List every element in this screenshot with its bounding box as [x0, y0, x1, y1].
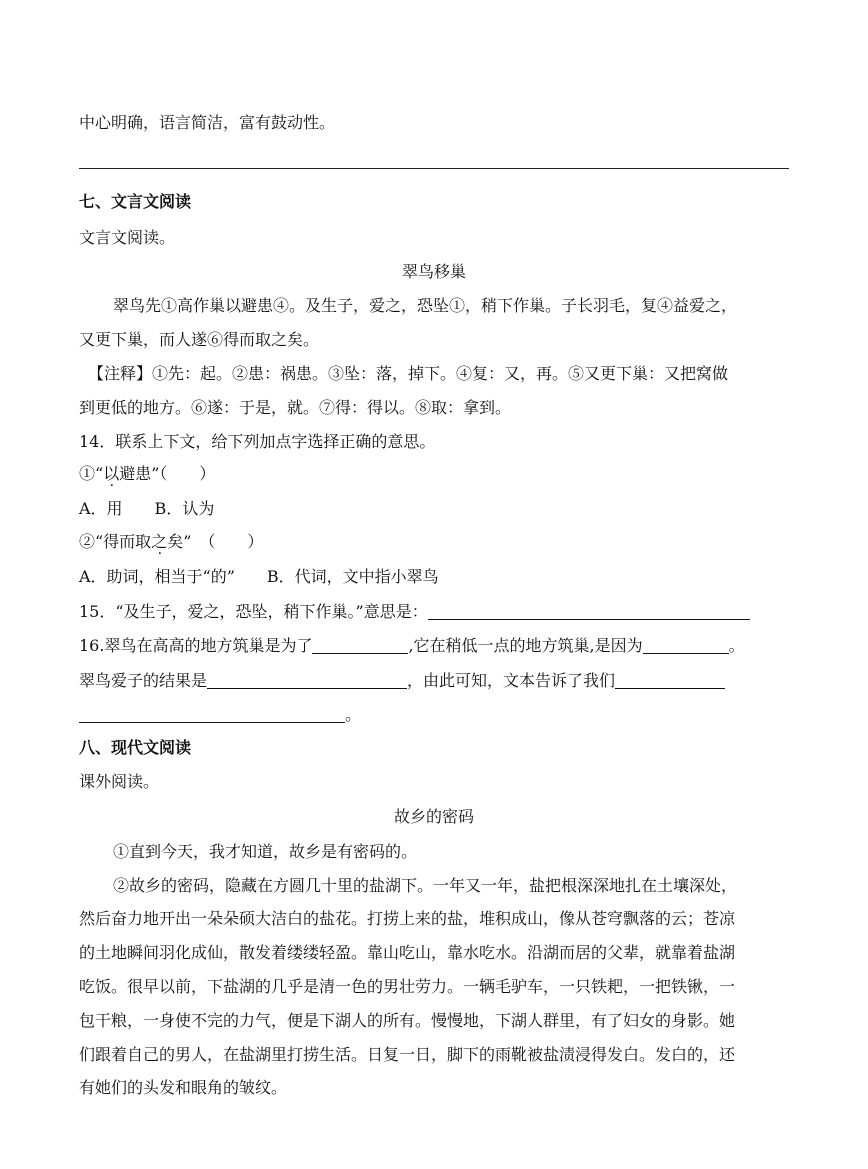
section8-heading: 八、现代文阅读	[79, 738, 192, 757]
notes-line-1: 【注释】①先：起。②患：祸患。③坠：落，掉下。④复：又，再。⑤又更下巢：又把窝做	[88, 364, 729, 383]
q16-part-b: ,它在稍低一点的地方筑巢,是因为	[408, 636, 643, 655]
article-para-2-line-3: 的土地瞬间羽化成仙，散发着缕缕轻盈。靠山吃山，靠水吃水。沿湖而居的父辈，就靠着盐湖	[79, 943, 736, 962]
q16-part-c: 。	[728, 636, 745, 655]
q14-2-prefix: ②“得而取	[79, 532, 152, 551]
q15-text: 15．“及生子，爱之，恐坠，稍下作巢。”意思是：	[79, 602, 428, 621]
section7-heading: 七、文言文阅读	[79, 192, 192, 211]
q16-part-d: 翠鸟爱子的结果是	[79, 671, 208, 690]
question-16-line-3	[79, 705, 361, 725]
article-para-2-line-4: 吃饭。很早以前，下盐湖的几乎是清一色的男壮劳力。一辆毛驴车，一只铁耙，一把铁锹，一	[79, 977, 736, 996]
q16-part-e: ，由此可知，文本告诉了我们	[407, 671, 616, 690]
q14-1-prefix: ①“	[79, 464, 104, 483]
answer-blank[interactable]	[207, 672, 407, 689]
answer-blank[interactable]	[643, 637, 729, 654]
section8-intro: 课外阅读。	[79, 772, 160, 791]
q14-1-suffix: 避患”（ ）	[119, 464, 216, 483]
notes-line-2: 到更低的地方。⑥遂：于是，就。⑦得：得以。⑧取：拿到。	[79, 398, 512, 417]
answer-blank[interactable]	[79, 706, 345, 723]
question-14-1	[79, 464, 215, 484]
dotted-char: 之	[151, 532, 168, 551]
article-para-1: ①直到今天，我才知道，故乡是有密码的。	[113, 842, 418, 861]
question-16-line-1	[79, 636, 745, 656]
q16-part-a: 16.翠鸟在高高的地方筑巢是为了	[79, 636, 313, 655]
passage-line-2: 又更下巢，而人遂⑥得而取之矣。	[79, 330, 320, 349]
question-14-2	[79, 532, 263, 552]
section-divider	[79, 168, 789, 169]
answer-blank[interactable]	[312, 637, 408, 654]
q14-2-suffix: 矣” （ ）	[167, 532, 264, 551]
passage-title: 翠鸟移巢	[401, 262, 466, 281]
article-para-2-line-5: 包干粮，一身使不完的力气，便是下湖人的所有。慢慢地，下湖人群里，有了妇女的身影。她	[79, 1011, 736, 1030]
answer-blank[interactable]	[428, 603, 750, 620]
article-para-2-line-2: 然后奋力地开出一朵朵硕大洁白的盐花。打捞上来的盐，堆积成山，像从苍穹飘落的云；苍凉	[79, 909, 736, 928]
question-14: 14．联系上下文，给下列加点字选择正确的意思。	[79, 432, 436, 451]
article-para-2-line-6: 们跟着自己的男人，在盐湖里打捞生活。日复一日，脚下的雨靴被盐渍浸得发白。发白的，还	[79, 1045, 736, 1064]
q16-part-f: 。	[345, 705, 362, 724]
answer-blank[interactable]	[615, 672, 725, 689]
passage-line-1: 翠鸟先①高作巢以避患④。及生子，爱之，恐坠①，稍下作巢。子长羽毛，复④益爱之，	[113, 296, 738, 315]
section7-intro: 文言文阅读。	[79, 228, 176, 247]
dotted-char: 以	[103, 464, 120, 483]
question-15	[79, 602, 750, 622]
question-14-2-options: A．助词，相当于“的” B．代词，文中指小翠鸟	[79, 567, 439, 586]
article-title: 故乡的密码	[393, 807, 474, 826]
question-14-1-options: A．用 B．认为	[79, 499, 215, 518]
article-para-2-line-1: ②故乡的密码，隐藏在方圆几十里的盐湖下。一年又一年，盐把根深深地扎在土壤深处，	[113, 876, 738, 895]
question-16-line-2	[79, 671, 725, 691]
article-para-2-line-7: 有她们的头发和眼角的皱纹。	[79, 1078, 288, 1097]
continuation-line: 中心明确，语言简洁，富有鼓动性。	[79, 113, 336, 132]
